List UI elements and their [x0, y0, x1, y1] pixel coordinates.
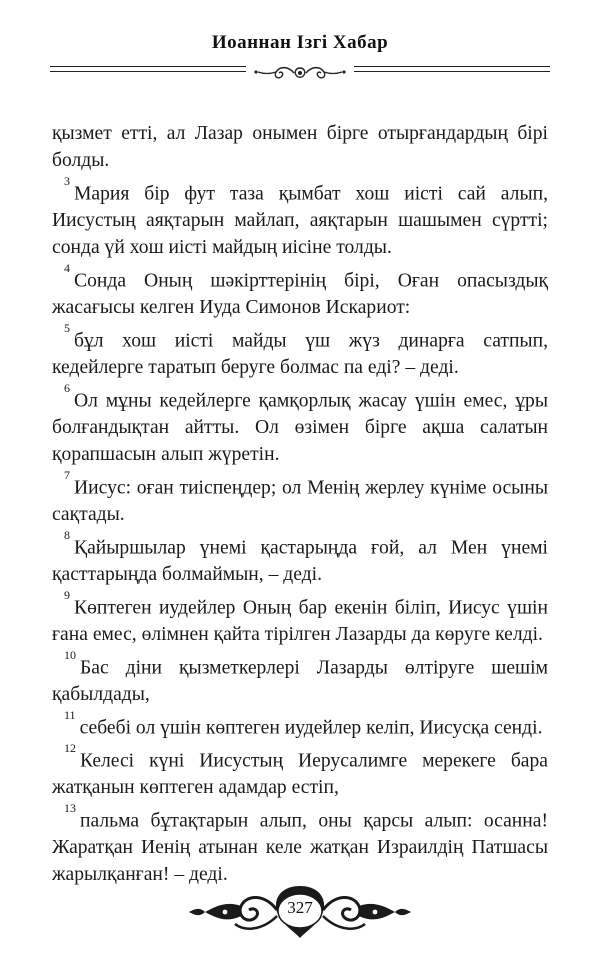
verse-paragraph: [52, 709, 548, 742]
verse-text: Көптеген иудейлер Оның бар екенін біліп, Иисус үшін ғана емес, өлімнен қайта тірілген Лазарды да көруге келді.: [52, 597, 548, 646]
verse-paragraph: [52, 802, 548, 889]
verse-paragraph: [52, 120, 548, 174]
verse-number: 4: [64, 260, 70, 275]
verse-paragraph: [52, 589, 548, 649]
verse-number: 6: [64, 380, 70, 395]
verse-paragraph: [52, 322, 548, 382]
verse-number: 3: [64, 173, 70, 188]
verse-text: Қайыршылар үнемі қастарыңда ғой, ал Мен үнемі қасттарыңда болмаймын, – деді.: [52, 537, 548, 586]
verse-text: бұл хош иісті майды үш жүз динарға сатпып, кедейлерге таратып беруге болмас па еді? – деді.: [52, 330, 548, 379]
header-ornament-icon: [246, 64, 354, 84]
verse-paragraph: [52, 175, 548, 262]
verse-paragraph: [52, 742, 548, 802]
verse-paragraph: [52, 649, 548, 709]
verse-paragraph: [52, 262, 548, 322]
verse-number: 10: [64, 647, 76, 662]
running-head-title: Иоаннан Ізгі Хабар: [211, 32, 389, 53]
page-number: 327: [287, 898, 313, 917]
verse-text: Мария бір фут таза қымбат хош иісті сай алып, Иисустың аяқтарын майлап, аяқтарын шашымен сүртті; сонда үй хош иісті майдың иісіне толды.: [52, 183, 548, 259]
verse-text: Ол мұны кедейлерге қамқорлық жасау үшін емес, ұры болғандықтан айтты. Ол өзімен бірге ақша салатын қорапшасын алып жүретін.: [52, 390, 548, 466]
verse-paragraph: [52, 469, 548, 529]
verse-number: 8: [64, 527, 70, 542]
verse-number: 12: [64, 740, 76, 755]
verse-number: 9: [64, 587, 70, 602]
verse-paragraph: [52, 529, 548, 589]
verse-text-block: [52, 120, 548, 889]
verse-text: пальма бұтақтарын алып, оны қарсы алып: осанна! Жаратқан Иенің атынан келе жатқан Израилдің Патшасы жарылқанған! – деді.: [52, 810, 548, 886]
verse-text: Бас діни қызметкерлері Лазарды өлтіруге шешім қабылдады,: [52, 657, 548, 706]
verse-number: 5: [64, 320, 70, 335]
verse-text: Сонда Оның шәкірттерінің бірі, Оған опасыздық жасағысы келген Иуда Симонов Искариот:: [52, 270, 548, 319]
verse-number: 13: [64, 800, 76, 815]
verse-text: Иисус: оған тиіспеңдер; ол Менің жерлеу күніме осыны сақтады.: [52, 477, 548, 526]
verse-number: 7: [64, 467, 70, 482]
verse-text: Келесі күні Иисустың Иерусалимге мерекеге бара жатқанын көптеген адамдар естіп,: [52, 750, 548, 799]
verse-text: қызмет етті, ал Лазар онымен бірге отырғандардың бірі болды.: [52, 123, 548, 171]
verse-paragraph: [52, 382, 548, 469]
verse-number: 11: [64, 707, 76, 722]
verse-text: себебі ол үшін көптеген иудейлер келіп, Иисусқа сенді.: [79, 717, 543, 739]
